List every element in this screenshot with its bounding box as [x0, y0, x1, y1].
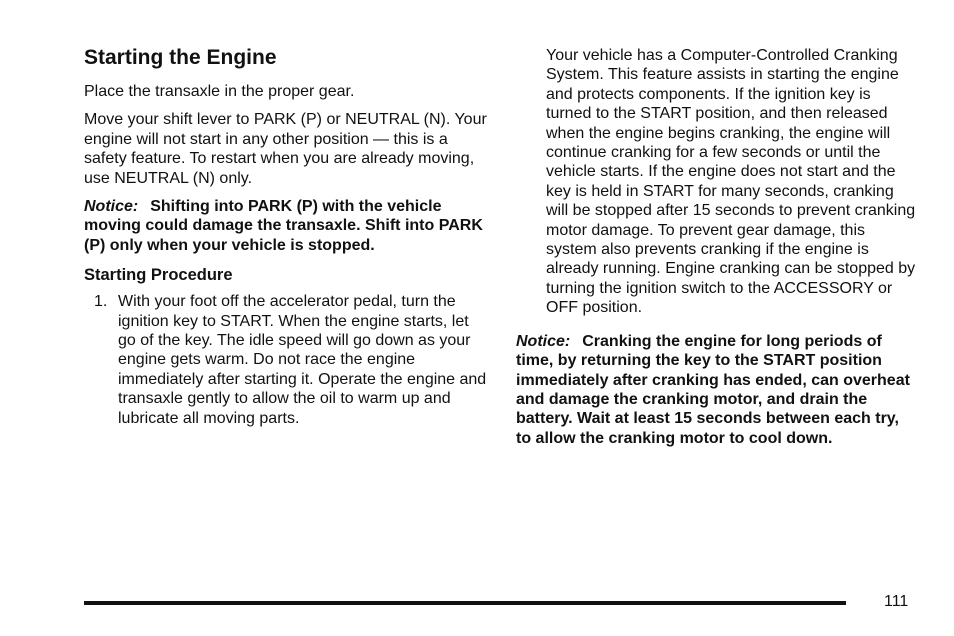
notice-label: Notice: — [516, 332, 571, 350]
right-column — [516, 46, 918, 457]
notice-text: Cranking the engine for long periods of time, by returning the key to the START position immediately after cranking has ended, can overheat and damage the cranking motor, and drain the battery. Wait at least 15 seconds between each try, to allow the cranking motor to cool down. — [516, 332, 910, 447]
list-item — [84, 292, 489, 428]
notice-text: Shifting into PARK (P) with the vehicle moving could damage the transaxle. Shift into PARK (P) only when your vehicle is stopped. — [84, 198, 483, 254]
step-number: 1. — [94, 293, 108, 311]
section-heading: Starting Procedure — [84, 266, 233, 285]
footer-rule — [84, 601, 846, 605]
left-column — [84, 44, 489, 428]
shift-lever-paragraph: Move your shift lever to PARK (P) or NEUTRAL (N). Your engine will not start in any other position — this is a safety feature. To restart when you are already moving, use NEUTRAL (N) only. — [84, 111, 487, 187]
notice-park — [84, 197, 489, 255]
procedure-steps — [84, 292, 489, 428]
step-text: With your foot off the accelerator pedal, turn the ignition key to START. When the engine starts, let go of the key. The idle speed will go down as your engine gets warm. Do not race the engine immediately after starting it. Operate the engine and transaxle gently to allow the oil to warm up and lubricate all moving parts. — [118, 293, 487, 427]
page-title: Starting the Engine — [84, 46, 277, 69]
intro-paragraph: Place the transaxle in the proper gear. — [84, 83, 355, 100]
cranking-system-paragraph: Your vehicle has a Computer-Controlled Cranking System. This feature assists in starting the engine and protects components. If the ignition key is turned to the START position, and then released when the engine begins cranking, the engine will continue cranking for a few seconds or until the vehicle starts. If the engine does not start and the key is held in START for many seconds, cranking will be stopped after 15 seconds to prevent cranking motor damage. To prevent gear damage, this system also prevents cranking if the engine is already running. Engine cranking can be stopped by turning the ignition switch to the ACCESSORY or OFF position. — [546, 47, 916, 317]
notice-label: Notice: — [84, 198, 139, 216]
notice-cranking — [516, 332, 918, 448]
page-number: 111 — [884, 593, 909, 610]
